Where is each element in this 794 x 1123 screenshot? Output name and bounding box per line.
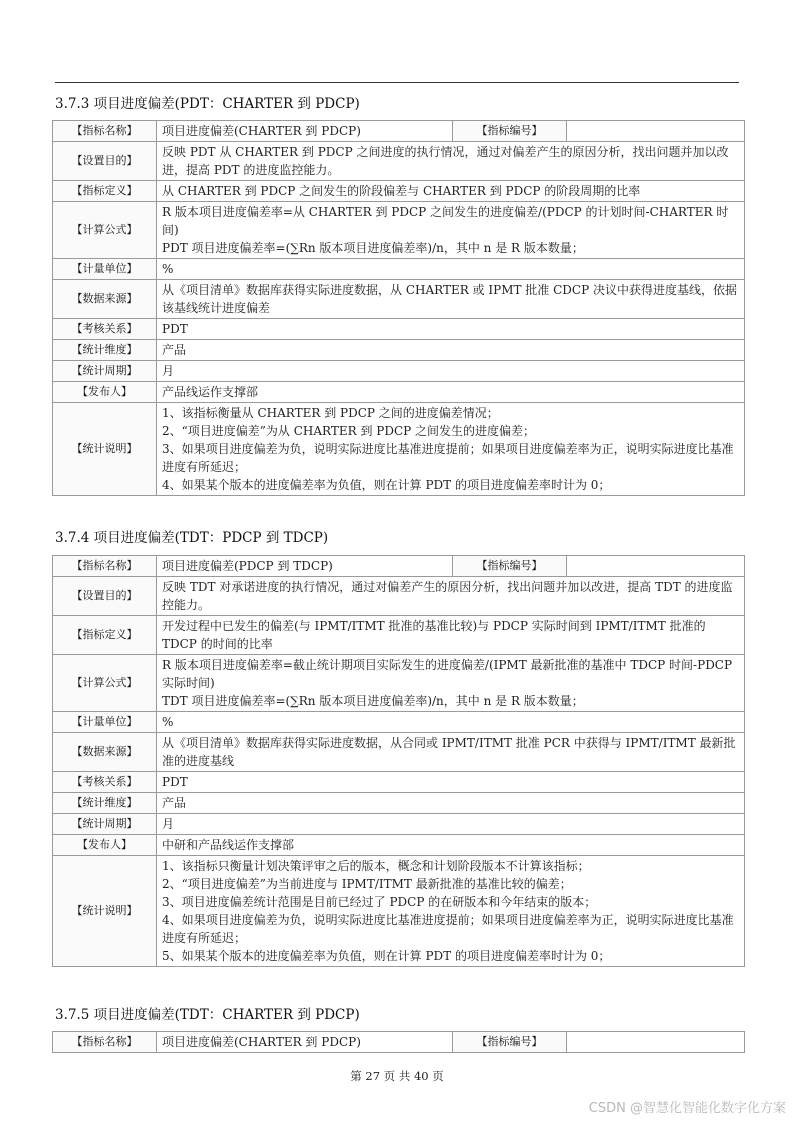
- name-value: 项目进度偏差(CHARTER 到 PDCP): [157, 1032, 453, 1053]
- table-row: [53, 1032, 745, 1053]
- unit-value: %: [157, 259, 745, 280]
- note-line: 3、如果项目进度偏差为负，说明实际进度比基准进度提前；如果项目进度偏差率为正，说明实际进度比基准进度有所延迟；: [162, 442, 734, 474]
- source-value: 从《项目清单》数据库获得实际进度数据，从 CHARTER 或 IPMT 批准 CDCP 决议中获得进度基线，依据该基线统计进度偏差: [157, 280, 745, 319]
- table-row: [53, 181, 745, 202]
- note-line: 5、如果某个版本的进度偏差率为负值，则在计算 PDT 的项目进度偏差率时计为 0；: [162, 949, 611, 963]
- dimension-label: 【统计维度】: [53, 793, 157, 814]
- formula-value: [157, 202, 745, 259]
- table-row: [53, 556, 745, 577]
- table-row: [53, 319, 745, 340]
- formula-line: TDT 项目进度偏差率=(∑Rn 版本项目进度偏差率)/n，其中 n 是 R 版本数量；: [162, 694, 584, 708]
- source-value: 从《项目清单》数据库获得实际进度数据，从合同或 IPMT/ITMT 批准 PCR 中获得与 IPMT/ITMT 最新批准的进度基线: [157, 733, 745, 772]
- table-row: [53, 772, 745, 793]
- purpose-value: 反映 TDT 对承诺进度的执行情况，通过对偏差产生的原因分析，找出问题并加以改进，提高 TDT 的进度监控能力。: [157, 577, 745, 616]
- code-label: 【指标编号】: [453, 121, 567, 142]
- indicator-table-3-7-3: [52, 120, 745, 496]
- code-label: 【指标编号】: [453, 556, 567, 577]
- note-line: 2、“项目进度偏差”为从 CHARTER 到 PDCP 之间发生的进度偏差；: [162, 424, 536, 438]
- definition-label: 【指标定义】: [53, 616, 157, 655]
- definition-value: 从 CHARTER 到 PDCP 之间发生的阶段偏差与 CHARTER 到 PDCP 的阶段周期的比率: [157, 181, 745, 202]
- table-row: [53, 382, 745, 403]
- publisher-value: 中研和产品线运作支撑部: [157, 835, 745, 856]
- note-line: 4、如果某个版本的进度偏差率为负值，则在计算 PDT 的项目进度偏差率时计为 0；: [162, 478, 611, 492]
- table-row: [53, 280, 745, 319]
- purpose-label: 【设置目的】: [53, 577, 157, 616]
- definition-label: 【指标定义】: [53, 181, 157, 202]
- name-label: 【指标名称】: [53, 1032, 157, 1053]
- period-label: 【统计周期】: [53, 361, 157, 382]
- indicator-table-3-7-4: [52, 555, 745, 967]
- indicator-table-3-7-5: [52, 1031, 745, 1053]
- table-row: [53, 793, 745, 814]
- table-row: [53, 856, 745, 967]
- note-line: 1、该指标只衡量计划决策评审之后的版本，概念和计划阶段版本不计算该指标；: [162, 859, 590, 873]
- table-row: [53, 121, 745, 142]
- name-value: 项目进度偏差(CHARTER 到 PDCP): [157, 121, 453, 142]
- table-row: [53, 403, 745, 496]
- purpose-value: 反映 PDT 从 CHARTER 到 PDCP 之间进度的执行情况，通过对偏差产生的原因分析，找出问题并加以改进，提高 PDT 的进度监控能力。: [157, 142, 745, 181]
- notes-label: 【统计说明】: [53, 403, 157, 496]
- table-row: [53, 616, 745, 655]
- name-label: 【指标名称】: [53, 556, 157, 577]
- formula-label: 【计算公式】: [53, 655, 157, 712]
- table-row: [53, 655, 745, 712]
- publisher-value: 产品线运作支撑部: [157, 382, 745, 403]
- section-title-3-7-5: 3.7.5 项目进度偏差(TDT：CHARTER 到 PDCP): [55, 1007, 360, 1023]
- period-label: 【统计周期】: [53, 814, 157, 835]
- table-row: [53, 835, 745, 856]
- formula-value: [157, 655, 745, 712]
- period-value: 月: [157, 814, 745, 835]
- dimension-label: 【统计维度】: [53, 340, 157, 361]
- name-label: 【指标名称】: [53, 121, 157, 142]
- source-label: 【数据来源】: [53, 733, 157, 772]
- table-row: [53, 142, 745, 181]
- table-row: [53, 712, 745, 733]
- watermark: CSDN @智慧化智能化数字化方案: [588, 1101, 786, 1116]
- dimension-value: 产品: [157, 340, 745, 361]
- assess-label: 【考核关系】: [53, 319, 157, 340]
- assess-value: PDT: [157, 772, 745, 793]
- note-line: 4、如果项目进度偏差为负，说明实际进度比基准进度提前；如果项目进度偏差率为正，说明实际进度比基准进度有所延迟；: [162, 913, 734, 945]
- note-line: 1、该指标衡量从 CHARTER 到 PDCP 之间的进度偏差情况；: [162, 406, 499, 420]
- formula-line: R 版本项目进度偏差率=截止统计期项目实际发生的进度偏差/(IPMT 最新批准的基准中 TDCP 时间-PDCP 实际时间): [162, 658, 733, 690]
- table-row: [53, 733, 745, 772]
- notes-label: 【统计说明】: [53, 856, 157, 967]
- name-value: 项目进度偏差(PDCP 到 TDCP): [157, 556, 453, 577]
- code-value: [567, 556, 745, 577]
- period-value: 月: [157, 361, 745, 382]
- code-label: 【指标编号】: [453, 1032, 567, 1053]
- page-footer: 第 27 页 共 40 页: [350, 1069, 444, 1083]
- source-label: 【数据来源】: [53, 280, 157, 319]
- unit-label: 【计量单位】: [53, 712, 157, 733]
- table-row: [53, 361, 745, 382]
- code-value: [567, 121, 745, 142]
- assess-value: PDT: [157, 319, 745, 340]
- unit-value: %: [157, 712, 745, 733]
- assess-label: 【考核关系】: [53, 772, 157, 793]
- notes-value: [157, 856, 745, 967]
- note-line: 3、项目进度偏差统计范围是目前已经过了 PDCP 的在研版本和今年结束的版本；: [162, 895, 597, 909]
- formula-line: R 版本项目进度偏差率=从 CHARTER 到 PDCP 之间发生的进度偏差/(PDCP 的计划时间-CHARTER 时间): [162, 205, 729, 237]
- publisher-label: 【发布人】: [53, 835, 157, 856]
- note-line: 2、“项目进度偏差”为当前进度与 IPMT/ITMT 最新批准的基准比较的偏差；: [162, 877, 572, 891]
- dimension-value: 产品: [157, 793, 745, 814]
- definition-value: 开发过程中已发生的偏差(与 IPMT/ITMT 批准的基准比较)与 PDCP 实际时间到 IPMT/ITMT 批准的 TDCP 的时间的比率: [157, 616, 745, 655]
- section-title-3-7-4: 3.7.4 项目进度偏差(TDT：PDCP 到 TDCP): [55, 530, 329, 546]
- table-row: [53, 814, 745, 835]
- purpose-label: 【设置目的】: [53, 142, 157, 181]
- table-row: [53, 259, 745, 280]
- notes-value: [157, 403, 745, 496]
- publisher-label: 【发布人】: [53, 382, 157, 403]
- table-row: [53, 340, 745, 361]
- table-row: [53, 577, 745, 616]
- unit-label: 【计量单位】: [53, 259, 157, 280]
- section-title-3-7-3: 3.7.3 项目进度偏差(PDT：CHARTER 到 PDCP): [55, 96, 360, 112]
- formula-label: 【计算公式】: [53, 202, 157, 259]
- formula-line: PDT 项目进度偏差率=(∑Rn 版本项目进度偏差率)/n，其中 n 是 R 版本数量；: [162, 241, 584, 255]
- table-row: [53, 202, 745, 259]
- code-value: [567, 1032, 745, 1053]
- header-rule: [55, 82, 739, 83]
